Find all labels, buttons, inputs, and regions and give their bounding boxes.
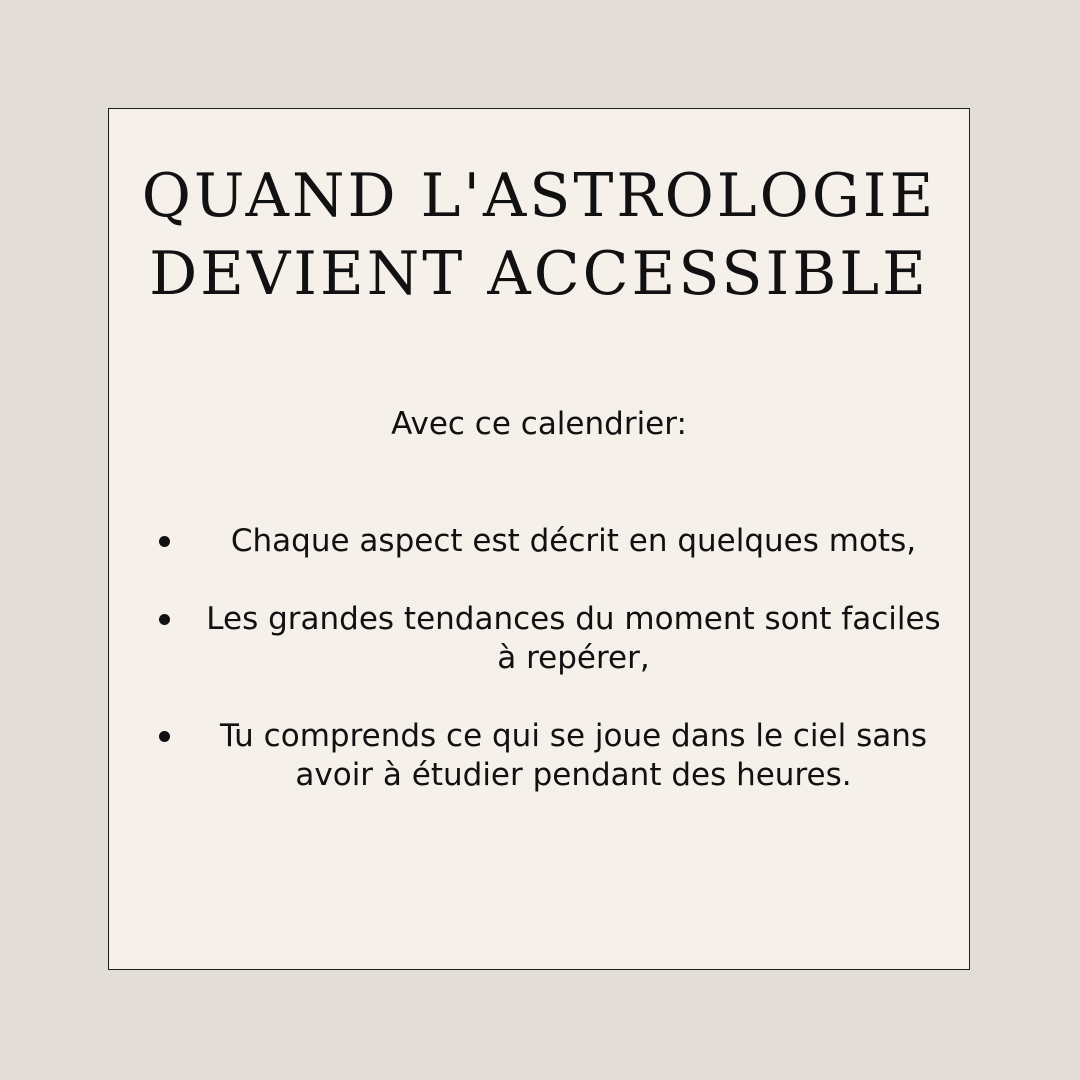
list-item: [151, 600, 941, 678]
bullet-dot-icon: [159, 731, 170, 742]
bullet-dot-icon: [159, 614, 170, 625]
bullet-list: [151, 522, 941, 834]
list-item-text: Les grandes tendances du moment sont faciles à repérer,: [206, 601, 941, 676]
list-item-text: Chaque aspect est décrit en quelques mots,: [230, 523, 917, 559]
title-line-2: DEVIENT ACCESSIBLE: [149, 239, 929, 309]
content-card: [108, 108, 970, 970]
list-item: [151, 717, 941, 795]
intro-text: Avec ce calendrier:: [391, 406, 687, 442]
list-item-text: Tu comprends ce qui se joue dans le ciel sans avoir à étudier pendant des heures.: [219, 718, 928, 793]
list-item: [151, 522, 941, 561]
bullet-dot-icon: [159, 536, 170, 547]
title-line-1: QUAND L'ASTROLOGIE: [141, 161, 937, 231]
page-title: [109, 157, 969, 313]
